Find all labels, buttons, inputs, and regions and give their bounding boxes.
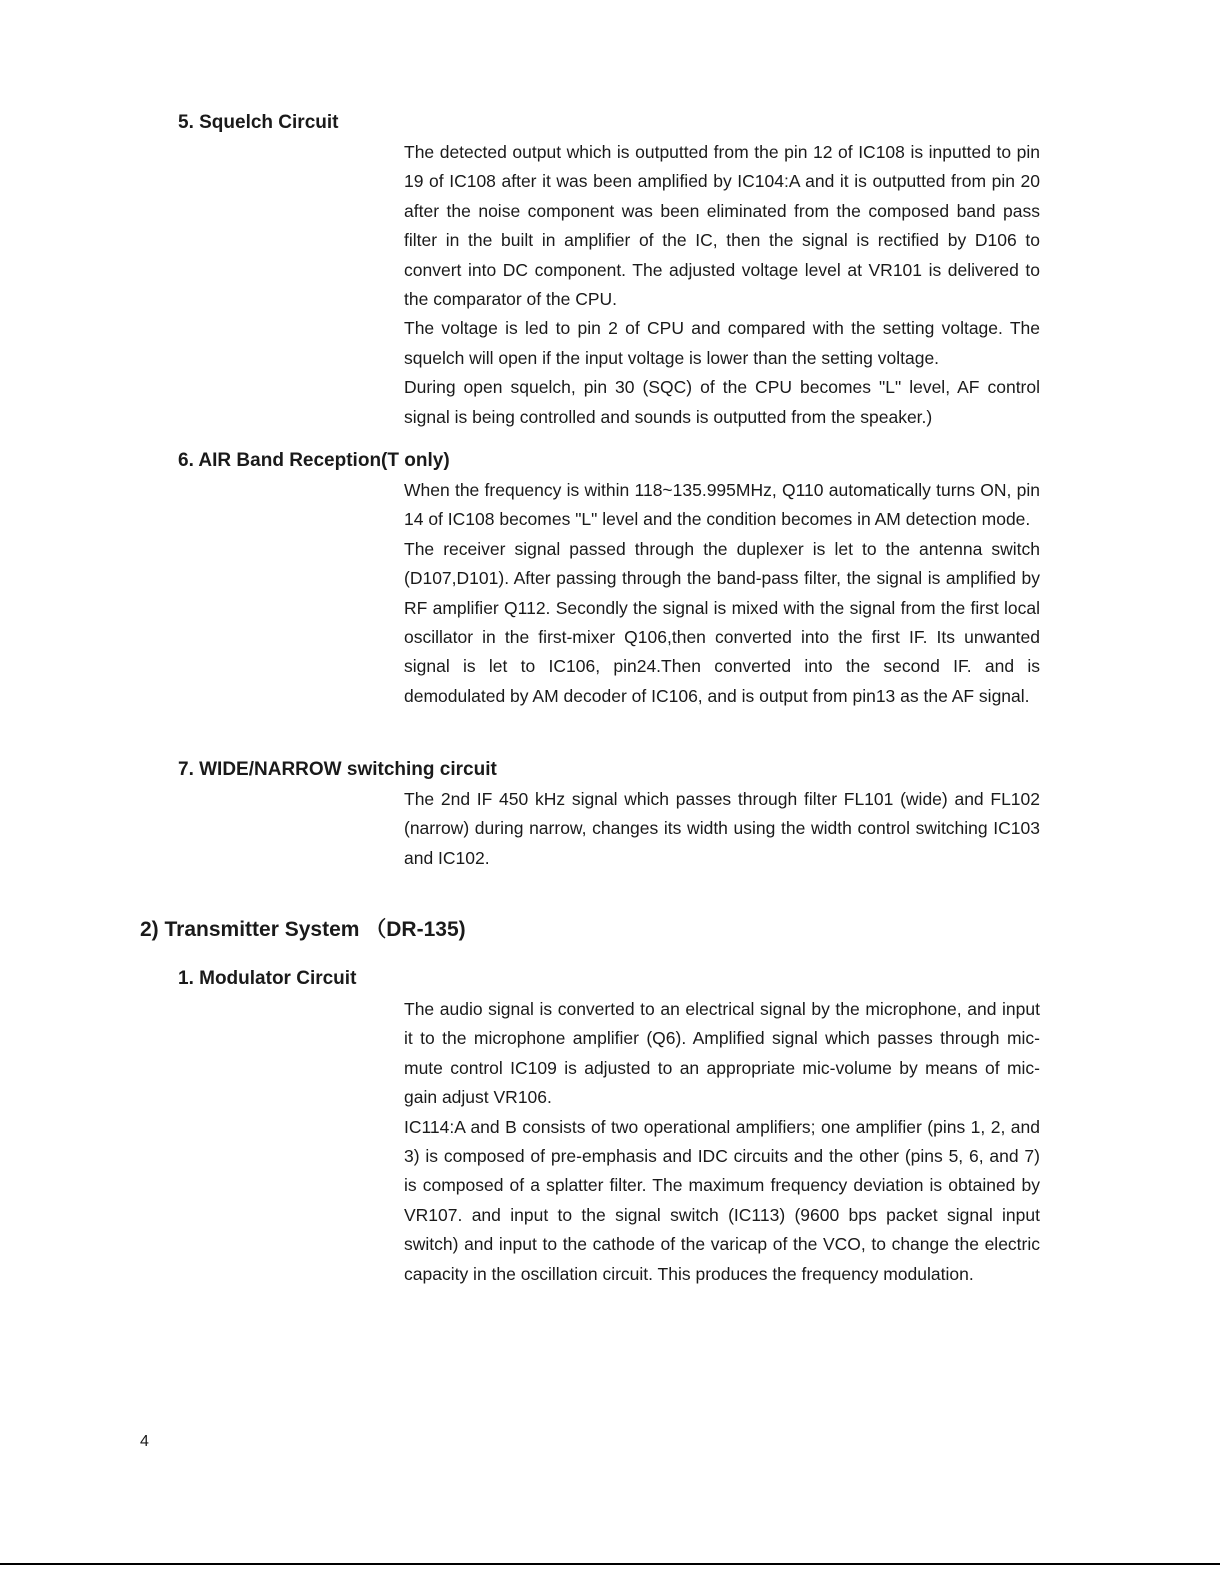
squelch-circuit-body <box>404 138 1040 432</box>
squelch-paragraph: The detected output which is outputted from the pin 12 of IC108 is inputted to pin 19 of IC108 after it was been amplified by IC104:A and it is outputted from pin 20 after the noise component was been eliminated from the composed band pass filter in the built in amplifier of the IC, then the signal is rectified by D106 to convert into DC component. The adjusted voltage level at VR101 is delivered to the comparator of the CPU. <box>404 142 1040 310</box>
air-band-body <box>404 476 1040 711</box>
air-band-paragraph: When the frequency is within 118~135.995MHz, Q110 automatically turns ON, pin 14 of IC108 becomes "L" level and the condition becomes in AM detection mode. <box>404 480 1040 530</box>
modulator-circuit-heading: 1. Modulator Circuit <box>178 968 357 989</box>
wide-narrow-body <box>404 785 1040 873</box>
scan-edge-line <box>0 1563 1220 1565</box>
wide-narrow-paragraph: The 2nd IF 450 kHz signal which passes through filter FL101 (wide) and FL102 (narrow) during narrow, changes its width using the width control switching IC103 and IC102. <box>404 789 1040 868</box>
air-band-heading: 6. AIR Band Reception(T only) <box>178 450 450 471</box>
squelch-paragraph: During open squelch, pin 30 (SQC) of the CPU becomes "L" level, AF control signal is being controlled and sounds is outputted from the speaker.) <box>404 377 1040 427</box>
page-number: 4 <box>140 1433 149 1450</box>
squelch-paragraph: The voltage is led to pin 2 of CPU and compared with the setting voltage. The squelch will open if the input voltage is lower than the setting voltage. <box>404 318 1040 368</box>
wide-narrow-heading: 7. WIDE/NARROW switching circuit <box>178 759 497 780</box>
transmitter-system-heading: 2) Transmitter System （DR-135) <box>140 918 466 941</box>
modulator-paragraph: IC114:A and B consists of two operational amplifiers; one amplifier (pins 1, 2, and 3) is composed of pre-emphasis and IDC circuits and the other (pins 5, 6, and 7) is composed of a splatter filter. The maximum frequency deviation is obtained by VR107. and input to the signal switch (IC113) (9600 bps packet signal input switch) and input to the cathode of the varicap of the VCO, to change the electric capacity in the oscillation circuit. This produces the frequency modulation. <box>404 1116 1040 1284</box>
modulator-paragraph: The audio signal is converted to an electrical signal by the microphone, and input it to the microphone amplifier (Q6). Amplified signal which passes through mic-mute control IC109 is adjusted to an appropriate mic-volume by means of mic-gain adjust VR106. <box>404 999 1040 1108</box>
air-band-paragraph: The receiver signal passed through the duplexer is let to the antenna switch (D107,D101). After passing through the band-pass filter, the signal is amplified by RF amplifier Q112. Secondly the signal is mixed with the signal from the first local oscillator in the first-mixer Q106,then converted into the first IF. Its unwanted signal is let to IC106, pin24.Then converted into the second IF. and is demodulated by AM decoder of IC106, and is output from pin13 as the AF signal. <box>404 538 1040 706</box>
modulator-circuit-body <box>404 995 1040 1289</box>
squelch-circuit-heading: 5. Squelch Circuit <box>178 112 339 133</box>
